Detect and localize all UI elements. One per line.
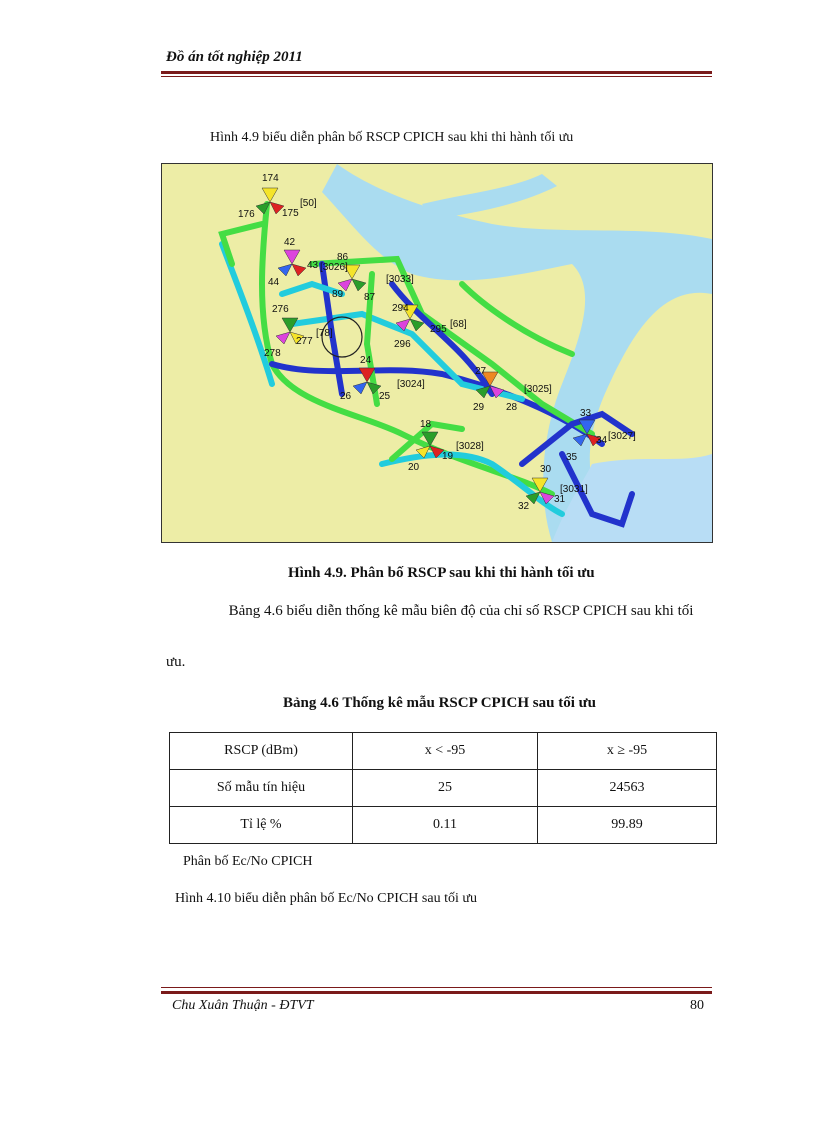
- site-label: [3024]: [397, 379, 425, 390]
- next-figure-intro: Hình 4.10 biểu diễn phân bố Ec/No CPICH sau tối ưu: [175, 891, 477, 906]
- site-label: 31: [554, 494, 566, 505]
- site-label: 18: [420, 419, 432, 430]
- running-header-title: Đồ án tốt nghiệp 2011: [166, 49, 303, 65]
- site-label: [3031]: [560, 484, 588, 495]
- map-canvas: [162, 164, 712, 542]
- header-rule-thin: [161, 76, 712, 77]
- site-label: 86: [337, 252, 349, 263]
- site-label: 278: [264, 348, 281, 359]
- table-cell: 0.11: [353, 807, 538, 844]
- site-label: 33: [580, 408, 592, 419]
- header-rule-thick: [161, 71, 712, 74]
- figure-intro-text: Hình 4.9 biểu diễn phân bố RSCP CPICH sau khi thi hành tối ưu: [210, 130, 574, 145]
- table-header-cell: x < -95: [353, 733, 538, 770]
- route-segment: [222, 224, 262, 264]
- site-label: 175: [282, 208, 299, 219]
- table-header-row: [170, 733, 717, 770]
- site-label: 26: [340, 391, 352, 402]
- page-number: 80: [690, 998, 704, 1013]
- site-label: 43: [307, 260, 319, 271]
- site-label: 27: [475, 366, 487, 377]
- site-label: 19: [442, 451, 454, 462]
- table-header-cell: RSCP (dBm): [170, 733, 353, 770]
- footer-rule-thin: [161, 987, 712, 988]
- site-label: 277: [296, 336, 313, 347]
- site-label: [68]: [450, 319, 467, 330]
- rscp-coverage-map: [161, 163, 713, 543]
- site-label: [78]: [316, 328, 333, 339]
- site-label: [3026]: [320, 262, 348, 273]
- table-cell: 25: [353, 770, 538, 807]
- table-cell: 99.89: [538, 807, 717, 844]
- site-label: 42: [284, 237, 296, 248]
- site-label: 87: [364, 292, 376, 303]
- site-label: 89: [332, 289, 344, 300]
- site-label: 35: [566, 452, 578, 463]
- site-label: 295: [430, 324, 447, 335]
- table-row: [170, 807, 717, 844]
- table-intro-paragraph: Bảng 4.6 biểu diễn thống kê mẫu biên độ của chỉ số RSCP CPICH sau khi tối: [228, 603, 694, 619]
- site-label: [3025]: [524, 384, 552, 395]
- figure-caption: Hình 4.9. Phân bố RSCP sau khi thi hành tối ưu: [288, 565, 595, 581]
- site-label: 24: [360, 355, 372, 366]
- site-label: 20: [408, 462, 420, 473]
- site-label: 44: [268, 277, 280, 288]
- table-cell: Tỉ lệ %: [170, 807, 353, 844]
- site-label: 34: [596, 435, 608, 446]
- site-label: 294: [392, 303, 409, 314]
- site-label: 276: [272, 304, 289, 315]
- table-row: [170, 770, 717, 807]
- site-label: 174: [262, 173, 279, 184]
- site-label: [3033]: [386, 274, 414, 285]
- section-subheading: Phân bố Ec/No CPICH: [183, 854, 313, 869]
- table-header-cell: x ≥ -95: [538, 733, 717, 770]
- site-label: 176: [238, 209, 255, 220]
- footer-author: Chu Xuân Thuận - ĐTVT: [172, 998, 314, 1013]
- footer-rule-thick: [161, 991, 712, 994]
- site-label: [3027]: [608, 431, 636, 442]
- site-label: 296: [394, 339, 411, 350]
- site-sector-group: [256, 188, 284, 214]
- site-label: 29: [473, 402, 485, 413]
- table-cell: 24563: [538, 770, 717, 807]
- rscp-stats-table: [169, 732, 717, 844]
- table-caption: Bảng 4.6 Thống kê mẫu RSCP CPICH sau tối ưu: [283, 695, 596, 711]
- site-label: [3028]: [456, 441, 484, 452]
- site-label: 32: [518, 501, 530, 512]
- site-label: [50]: [300, 198, 317, 209]
- site-sector-group: [278, 250, 306, 276]
- river-branch: [422, 174, 557, 219]
- table-cell: Số mẫu tín hiệu: [170, 770, 353, 807]
- site-label: 30: [540, 464, 552, 475]
- route-segment: [462, 284, 572, 354]
- site-label: 28: [506, 402, 518, 413]
- table-intro-paragraph-end: ưu.: [166, 654, 186, 670]
- site-label: 25: [379, 391, 391, 402]
